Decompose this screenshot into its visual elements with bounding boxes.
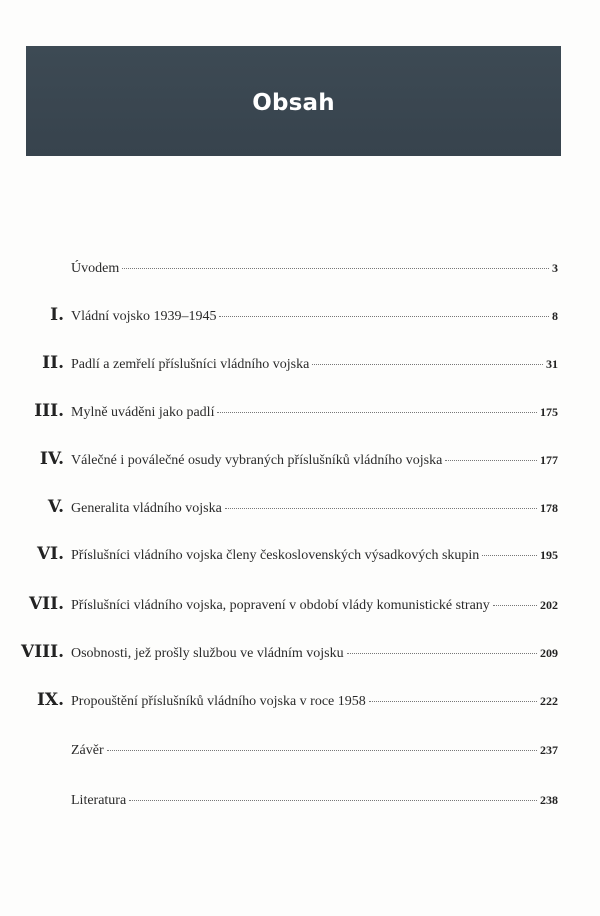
page-title: Obsah bbox=[252, 90, 335, 116]
toc-entry-page: 209 bbox=[540, 646, 558, 660]
toc-entry-page: 31 bbox=[546, 357, 558, 371]
dot-leader bbox=[217, 412, 537, 413]
dot-leader bbox=[219, 316, 549, 317]
toc-entry-page: 222 bbox=[540, 694, 558, 708]
toc-entry-number: IV. bbox=[39, 449, 64, 469]
toc-entry-page: 178 bbox=[540, 501, 558, 515]
toc-entry-page: 237 bbox=[540, 743, 558, 757]
toc-entry-number: VIII. bbox=[21, 642, 64, 662]
toc-entry bbox=[0, 304, 600, 328]
dot-leader bbox=[312, 364, 543, 365]
dot-leader bbox=[122, 268, 549, 269]
dot-leader bbox=[347, 653, 537, 654]
toc-entry-title: Mylně uváděni jako padlí bbox=[71, 405, 215, 420]
toc-entry bbox=[0, 593, 600, 617]
toc-entry-number: VI. bbox=[36, 544, 64, 564]
toc-entry-page: 175 bbox=[540, 405, 558, 419]
toc-entry-page: 238 bbox=[540, 793, 558, 807]
toc-entry-number: VII. bbox=[28, 594, 64, 614]
toc-entry-title: Příslušníci vládního vojska členy československých výsadkových skupin bbox=[71, 548, 480, 563]
toc-entry bbox=[0, 400, 600, 424]
toc-entry bbox=[0, 788, 600, 812]
toc-entry-title: Vládní vojsko 1939–1945 bbox=[71, 309, 217, 324]
toc-entry-number: I. bbox=[50, 305, 64, 325]
toc-entry bbox=[0, 496, 600, 520]
toc-entry-number: IX. bbox=[36, 690, 64, 710]
dot-leader bbox=[369, 701, 537, 702]
toc-entry-title: Úvodem bbox=[71, 261, 120, 276]
toc-entry-title: Válečné i poválečné osudy vybraných příslušníků vládního vojska bbox=[71, 453, 443, 468]
toc-entry bbox=[0, 543, 600, 567]
dot-leader bbox=[225, 508, 537, 509]
dot-leader bbox=[493, 605, 537, 606]
toc-entry-number: III. bbox=[34, 401, 64, 421]
toc-entry-page: 202 bbox=[540, 598, 558, 612]
dot-leader bbox=[482, 555, 537, 556]
toc-entry-page: 177 bbox=[540, 453, 558, 467]
toc-entry-page: 8 bbox=[552, 309, 558, 323]
toc-entry-title: Generalita vládního vojska bbox=[71, 501, 222, 516]
toc-entry bbox=[0, 352, 600, 376]
toc-entry-number: V. bbox=[47, 497, 64, 517]
toc-entry-title: Závěr bbox=[71, 743, 104, 758]
toc-entry-page: 3 bbox=[552, 261, 558, 275]
toc-entry-title: Padlí a zemřelí příslušníci vládního vojska bbox=[71, 357, 310, 372]
toc-entry-title: Příslušníci vládního vojska, popravení v období vlády komunistické strany bbox=[71, 598, 490, 613]
toc-entry-title: Osobnosti, jež prošly službou ve vládním vojsku bbox=[71, 646, 344, 661]
toc-entry-number: II. bbox=[42, 353, 64, 373]
dot-leader bbox=[129, 800, 537, 801]
toc-entry bbox=[0, 738, 600, 762]
toc-entry-title: Literatura bbox=[71, 793, 127, 808]
toc-entry-title: Propouštění příslušníků vládního vojska v roce 1958 bbox=[71, 694, 366, 709]
dot-leader bbox=[107, 750, 537, 751]
dot-leader bbox=[445, 460, 537, 461]
toc-entry bbox=[0, 448, 600, 472]
toc-entry-page: 195 bbox=[540, 548, 558, 562]
toc-entry bbox=[0, 641, 600, 665]
toc-entry bbox=[0, 256, 600, 280]
toc-entry bbox=[0, 689, 600, 713]
